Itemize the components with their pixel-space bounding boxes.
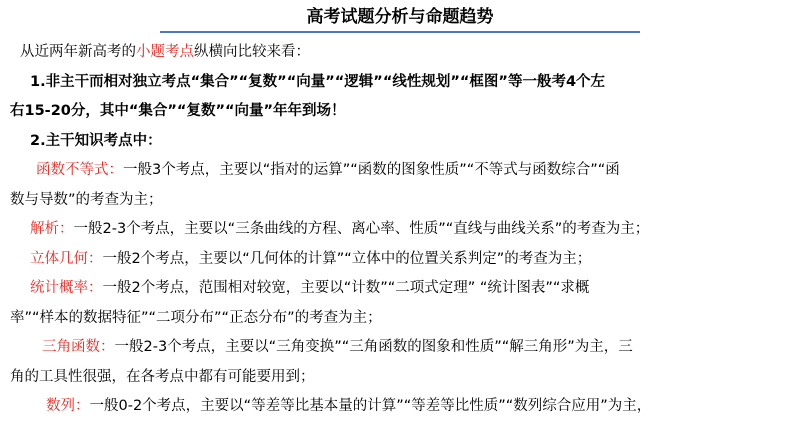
topic-analytic-line1 xyxy=(10,215,786,245)
topic-trig-text1: 一般2-3个考点，主要以“三角变换”“三角函数的图象和性质”“解三角形”为主，三 xyxy=(114,339,633,355)
topic-solid-label: 立体几何： xyxy=(30,250,103,267)
title-container xyxy=(160,4,640,30)
point2-heading: 2.主干知识考点中： xyxy=(30,132,162,149)
topic-analytic-label: 解析： xyxy=(30,221,74,237)
topic-stats-line2: 率”“样本的数据特征”“二项分布”“正态分布”的考查为主； xyxy=(10,309,382,326)
topic-function-line2: 数与导数”的考查为主； xyxy=(10,191,163,208)
intro-prefix: 从近两年新高考的 xyxy=(20,44,136,60)
topic-trig-line2: 角的工具性很强，在各考点中都有可能要用到； xyxy=(10,368,315,385)
topic-function-text1: 一般3个考点，主要以“指对的运算”“函数的图象性质”“不等式与函数综合”“函 xyxy=(123,162,620,178)
intro-suffix: 纵横向比较来看： xyxy=(194,44,310,60)
topic-solid-text1: 一般2个考点，主要以“几何体的计算”“立体中的位置关系判定”的考查为主； xyxy=(102,250,592,267)
topic-sequence-text1: 一般0-2个考点，主要以“等差等比基本量的计算”“等差等比性质”“数列综合应用”为主， xyxy=(89,398,652,414)
topic-function-label: 函数不等式： xyxy=(36,162,123,178)
content-body xyxy=(10,38,786,422)
point1-line2: 右15-20分，其中“集合”“复数”“向量”年年到场！ xyxy=(10,103,346,119)
topic-solid-line1 xyxy=(10,245,786,275)
point1-line1: 1.非主干而相对独立考点“集合”“复数”“向量”“逻辑”“线性规划”“框图”等一般考4个左 xyxy=(30,73,606,90)
title-underline xyxy=(160,31,640,33)
topic-stats-label: 统计概率： xyxy=(30,280,103,296)
topic-function-line1 xyxy=(10,156,786,186)
topic-trig-label: 三角函数： xyxy=(42,339,115,355)
topic-sequence-line1 xyxy=(10,392,786,422)
topic-sequence-label: 数列： xyxy=(46,398,90,414)
topic-analytic-text1: 一般2-3个考点，主要以“三条曲线的方程、离心率、性质”“直线与曲线关系”的考查为主； xyxy=(73,221,650,237)
intro-line xyxy=(10,38,786,68)
intro-highlight: 小题考点 xyxy=(136,44,194,60)
topic-trig-line1 xyxy=(10,333,786,363)
topic-stats-text1: 一般2个考点，范围相对较宽，主要以“计数”“二项式定理” “统计图表”“求概 xyxy=(102,280,590,296)
topic-stats-line1 xyxy=(10,274,786,304)
page-title: 高考试题分析与命题趋势 xyxy=(306,7,494,27)
